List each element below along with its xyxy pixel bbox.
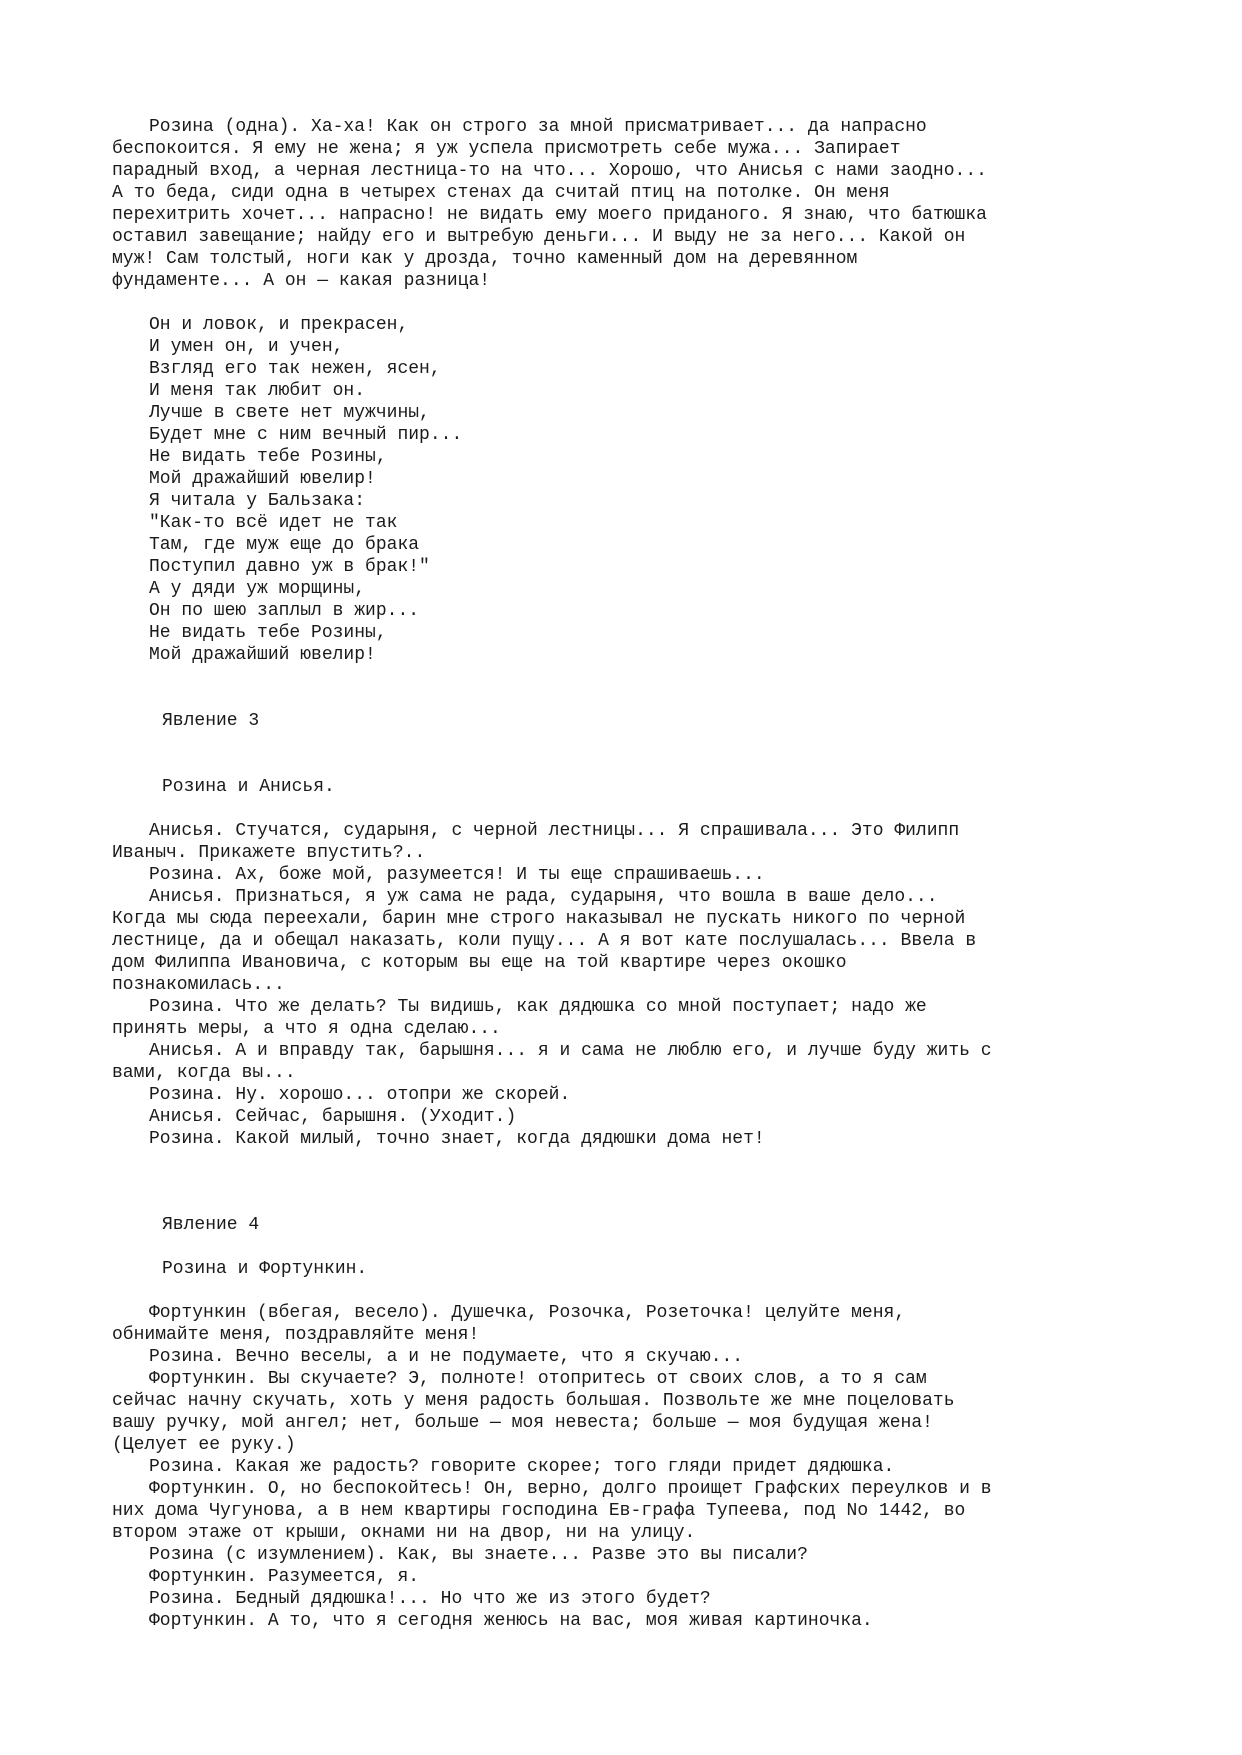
text-line: Анисья. А и вправду так, барышня... я и сама не люблю его, и лучше буду жить с (149, 1041, 992, 1061)
text-line: Фортункин (вбегая, весело). Душечка, Розочка, Розеточка! целуйте меня, (149, 1303, 906, 1323)
verse-line: И умен он, и учен, (149, 337, 344, 357)
text-line: (Целует ее руку.) (112, 1435, 296, 1455)
verse-line: Мой дражайший ювелир! (149, 645, 376, 665)
text-line: беспокоится. Я ему не жена; я уж успела присмотреть себе мужа... Запирает (112, 139, 901, 159)
scene-characters: Розина и Фортункин. (162, 1259, 368, 1279)
scene-characters: Розина и Анисья. (162, 777, 335, 797)
text-line: оставил завещание; найду его и вытребую деньги... И выду не за него... Какой он (112, 227, 966, 247)
verse-line: Не видать тебе Розины, (149, 447, 387, 467)
scene-heading: Явление 3 (162, 711, 260, 731)
verse-line: Мой дражайший ювелир! (149, 469, 376, 489)
text-line: вами, когда вы... (112, 1063, 296, 1083)
text-line: Фортункин. Вы скучаете? Э, полноте! отопритесь от своих слов, а то я сам (149, 1369, 927, 1389)
text-line: Розина. Бедный дядюшка!... Но что же из этого будет? (149, 1589, 711, 1609)
text-line: Анисья. Сейчас, барышня. (Уходит.) (149, 1107, 517, 1127)
text-line: них дома Чугунова, а в нем квартиры господина Ев-графа Тупеева, под No 1442, во (112, 1501, 966, 1521)
scene-heading: Явление 4 (162, 1215, 260, 1235)
verse-line: Он и ловок, и прекрасен, (149, 315, 409, 335)
verse-line: И меня так любит он. (149, 381, 366, 401)
text-line: Розина (одна). Ха-ха! Как он строго за мной присматривает... да напрасно (149, 117, 927, 137)
text-line: Розина. Что же делать? Ты видишь, как дядюшка со мной поступает; надо же (149, 997, 927, 1017)
text-line: Анисья. Стучатся, сударыня, с черной лестницы... Я спрашивала... Это Филипп (149, 821, 960, 841)
text-line: Фортункин. О, но беспокойтесь! Он, верно, долго проищет Графских переулков и в (149, 1479, 992, 1499)
text-line: парадный вход, а черная лестница-то на что... Хорошо, что Анисья с нами заодно... (112, 161, 987, 181)
text-line: муж! Сам толстый, ноги как у дрозда, точно каменный дом на деревянном (112, 249, 858, 269)
text-line: сейчас начну скучать, хоть у меня радость большая. Позвольте же мне поцеловать (112, 1391, 955, 1411)
text-line: вашу ручку, мой ангел; нет, больше — моя невеста; больше — моя будущая жена! (112, 1413, 933, 1433)
verse-line: Я читала у Бальзака: (149, 491, 366, 511)
text-line: Розина. Вечно веселы, а и не подумаете, что я скучаю... (149, 1347, 744, 1367)
verse-line: Поступил давно уж в брак!" (149, 557, 430, 577)
verse-line: Будет мне с ним вечный пир... (149, 425, 463, 445)
verse-line: А у дяди уж морщины, (149, 579, 366, 599)
text-line: лестнице, да и обещал наказать, коли пущу... А я вот кате послушалась... Ввела в (112, 931, 977, 951)
text-line: познакомилась... (112, 975, 285, 995)
text-line: Фортункин. Разумеется, я. (149, 1567, 420, 1587)
text-line: Розина. Ну. хорошо... отопри же скорей. (149, 1085, 571, 1105)
text-line: фундаменте... А он — какая разница! (112, 271, 491, 291)
text-line: дом Филиппа Ивановича, с которым вы еще на той квартире через окошко (112, 953, 847, 973)
text-line: Иваныч. Прикажете впустить?.. (112, 843, 426, 863)
verse-line: Он по шею заплыл в жир... (149, 601, 420, 621)
text-line: Розина. Ах, боже мой, разумеется! И ты еще спрашиваешь... (149, 865, 765, 885)
text-line: Розина. Какой милый, точно знает, когда дядюшки дома нет! (149, 1129, 765, 1149)
text-line: Розина (с изумлением). Как, вы знаете... Разве это вы писали? (149, 1545, 808, 1565)
verse-line: Там, где муж еще до брака (149, 535, 420, 555)
text-line: Анисья. Признаться, я уж сама не рада, сударыня, что вошла в ваше дело... (149, 887, 938, 907)
verse-line: Не видать тебе Розины, (149, 623, 387, 643)
text-line: Когда мы сюда переехали, барин мне строго наказывал не пускать никого по черной (112, 909, 966, 929)
text-line: Розина. Какая же радость? говорите скорее; того гляди придет дядюшка. (149, 1457, 895, 1477)
text-line: перехитрить хочет... напрасно! не видать ему моего приданого. Я знаю, что батюшка (112, 205, 987, 225)
verse-line: Лучше в свете нет мужчины, (149, 403, 430, 423)
verse-line: "Как-то всё идет не так (149, 513, 398, 533)
verse-line: Взгляд его так нежен, ясен, (149, 359, 441, 379)
text-line: обнимайте меня, поздравляйте меня! (112, 1325, 480, 1345)
text-line: принять меры, а что я одна сделаю... (112, 1019, 501, 1039)
text-line: Фортункин. А то, что я сегодня женюсь на вас, моя живая картиночка. (149, 1611, 873, 1631)
text-line: втором этаже от крыши, окнами ни на двор, ни на улицу. (112, 1523, 696, 1543)
text-line: А то беда, сиди одна в четырех стенах да считай птиц на потолке. Он меня (112, 183, 890, 203)
